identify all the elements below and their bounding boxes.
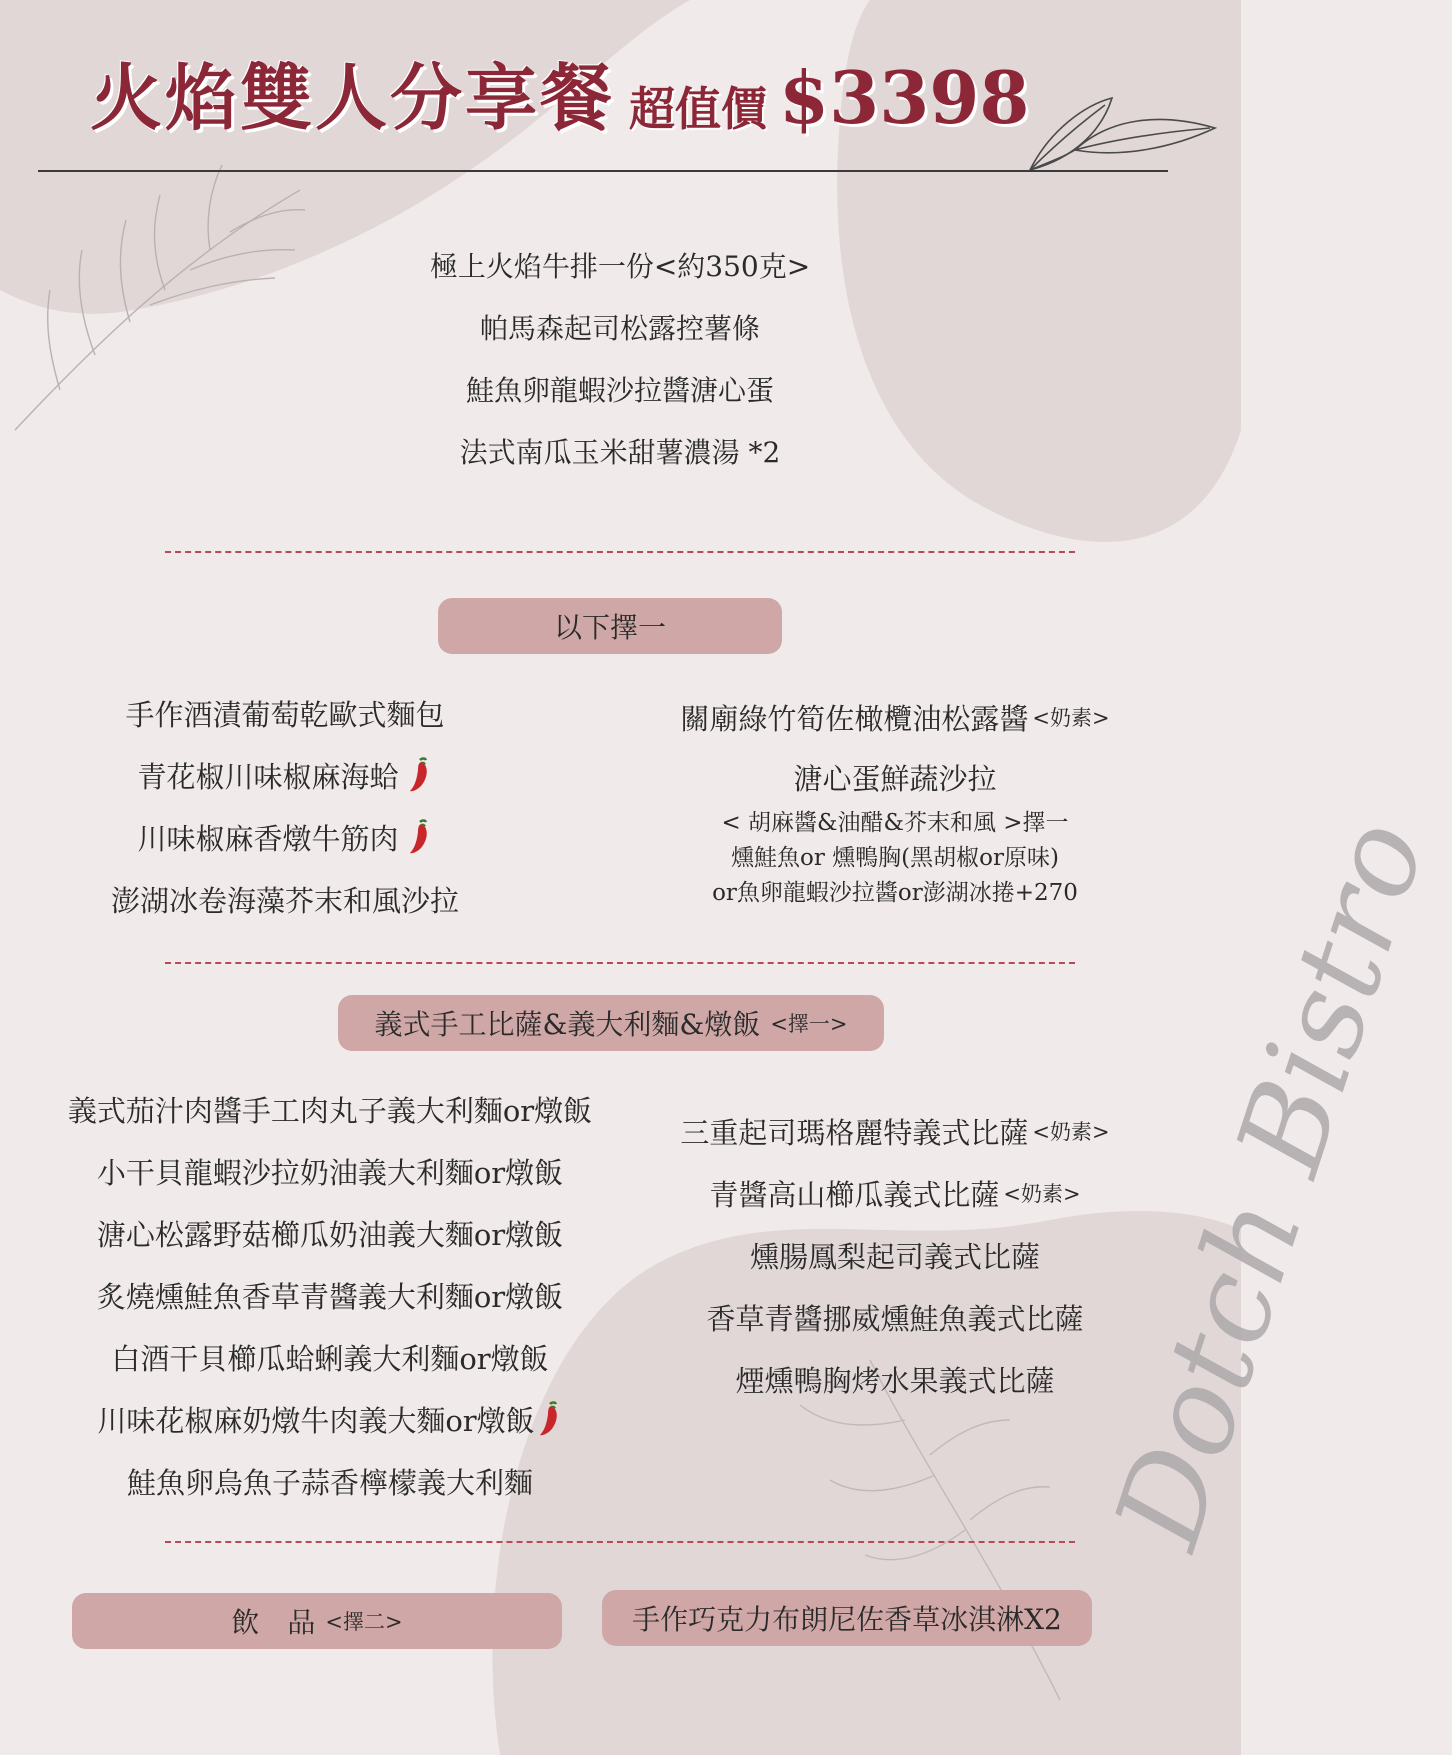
set-item: 極上火焰牛排一份<約350克>: [429, 250, 811, 283]
list-item: 關廟綠竹筍佐橄欖油松露醬 <奶素>: [680, 701, 1110, 736]
chili-pepper-icon: [537, 1400, 563, 1438]
section1-left-list: [60, 682, 510, 930]
dashed-divider: [165, 551, 1075, 553]
section2-label-note: <擇一>: [770, 1012, 848, 1036]
list-item: 川味花椒麻奶燉牛肉義大麵or燉飯: [40, 1388, 620, 1450]
list-item: 小干貝龍蝦沙拉奶油義大利麵or燉飯: [96, 1155, 564, 1190]
dietary-tag: <奶素>: [1003, 1182, 1081, 1206]
set-item: 鮭魚卵龍蝦沙拉醬溏心蛋: [465, 374, 774, 407]
list-item: 炙燒燻鮭魚香草青醬義大利麵or燉飯: [96, 1279, 564, 1314]
section2-label-text: 義式手工比薩&義大利麵&燉飯: [374, 1008, 761, 1041]
section1-label: [438, 598, 782, 654]
list-item: 義式茄汁肉醬手工肉丸子義大利麵or燉飯: [67, 1093, 593, 1128]
drinks-label-text: 飲 品: [231, 1606, 316, 1639]
set-item: 法式南瓜玉米甜薯濃湯 *2: [459, 436, 781, 469]
list-item: 川味椒麻香燉牛筋肉: [60, 806, 510, 868]
drinks-label-note: <擇二>: [325, 1610, 403, 1634]
dietary-tag: <奶素>: [1032, 1120, 1110, 1144]
drinks-label: [72, 1593, 562, 1649]
bistro-logo: Dotch Bistro: [1088, 804, 1452, 1563]
pizza-list: [640, 1100, 1150, 1410]
header-divider: [38, 170, 1168, 172]
list-item: 溏心松露野菇櫛瓜奶油義大麵or燉飯: [96, 1217, 564, 1252]
list-item: 手作酒漬葡萄乾歐式麵包: [125, 697, 445, 732]
list-item: 三重起司瑪格麗特義式比薩 <奶素>: [680, 1115, 1110, 1150]
list-item: 鮭魚卵烏魚子蒜香檸檬義大利麵: [126, 1465, 533, 1500]
price-label: 超值價: [629, 82, 768, 136]
list-item: 溏心蛋鮮蔬沙拉: [793, 761, 997, 796]
list-item: 白酒干貝櫛瓜蛤蜊義大利麵or燉飯: [111, 1341, 549, 1376]
list-item: 澎湖冰卷海藻芥末和風沙拉: [110, 883, 459, 918]
list-item: 煙燻鴨胸烤水果義式比薩: [735, 1363, 1055, 1398]
section1-right-list: [640, 686, 1150, 911]
price-value: $3398: [779, 55, 1030, 140]
page-title: 火焰雙人分享餐: [90, 55, 616, 140]
salad-note: 燻鮭魚or 燻鴨胸(黑胡椒or原味): [731, 845, 1059, 871]
set-item: 帕馬森起司松露控薯條: [479, 312, 760, 345]
section1-label-text: 以下擇一: [553, 611, 666, 644]
list-item: 香草青醬挪威燻鮭魚義式比薩: [706, 1301, 1084, 1336]
dessert-label: [602, 1590, 1092, 1646]
salad-note: or魚卵龍蝦沙拉醬or澎湖冰捲+270: [712, 880, 1078, 906]
list-item: 燻腸鳳梨起司義式比薩: [749, 1239, 1040, 1274]
list-item: 青花椒川味椒麻海蛤: [60, 744, 510, 806]
set-items-list: [320, 236, 920, 484]
dietary-tag: <奶素>: [1032, 706, 1110, 730]
salad-note: < 胡麻醬&油醋&芥末和風 >擇一: [721, 810, 1069, 836]
dessert-label-text: 手作巧克力布朗尼佐香草冰淇淋X2: [632, 1603, 1062, 1636]
pasta-list: [40, 1078, 620, 1512]
chili-pepper-icon: [407, 756, 433, 794]
page-header: [90, 55, 1030, 140]
section2-label: [338, 995, 884, 1051]
dashed-divider: [165, 962, 1075, 964]
chili-pepper-icon: [407, 818, 433, 856]
list-item: 青醬高山櫛瓜義式比薩 <奶素>: [709, 1177, 1081, 1212]
dashed-divider: [165, 1541, 1075, 1543]
